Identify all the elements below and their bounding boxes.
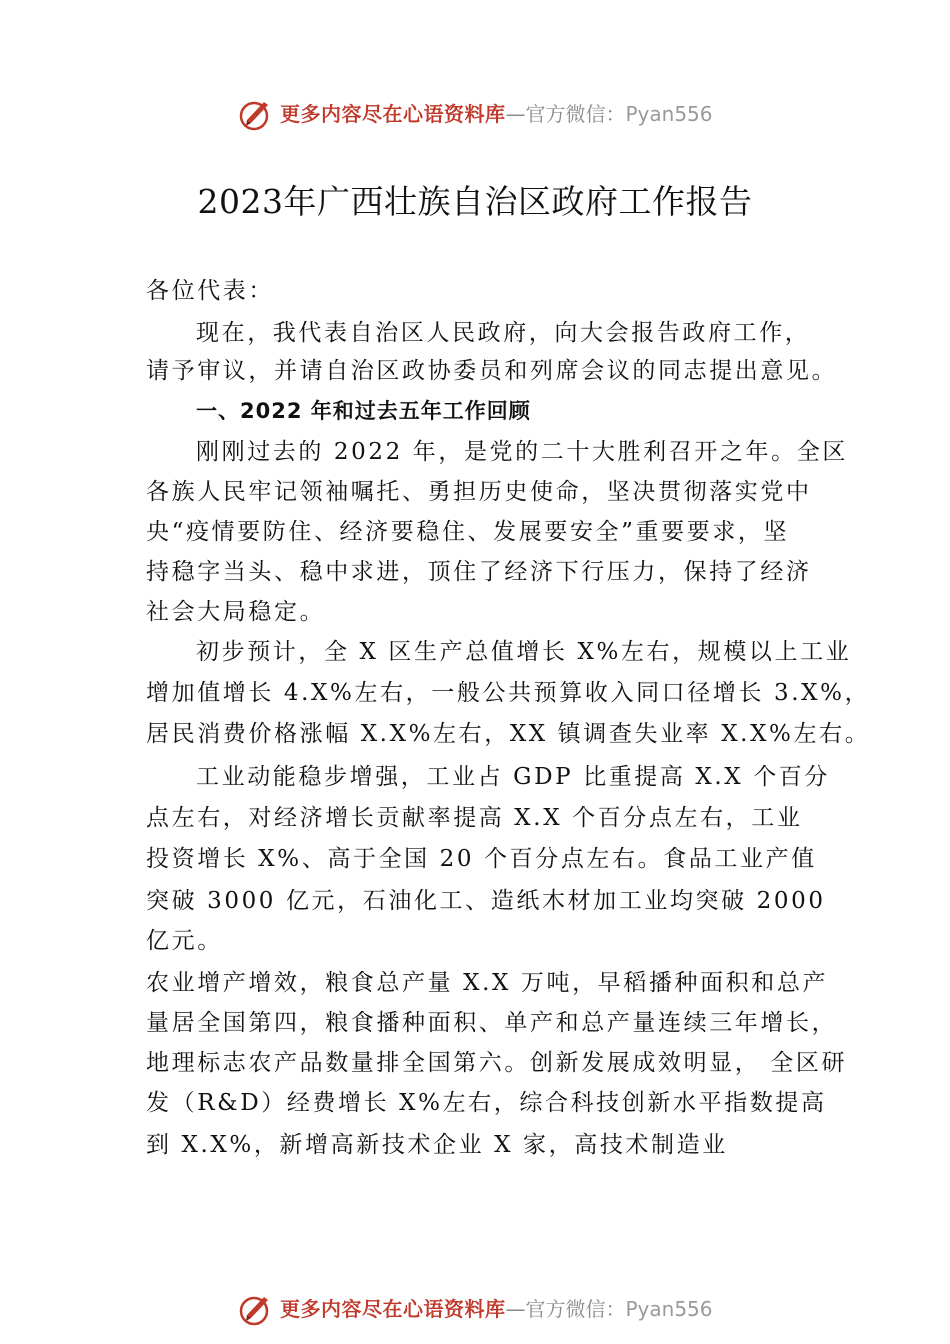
section-heading: 一、2022 年和过去五年工作回顾 — [196, 399, 531, 423]
body-line: 增加值增长 4.X%左右，一般公共预算收入同口径增长 3.X%， — [146, 680, 871, 706]
watermark-account: Pyan556 — [625, 102, 713, 126]
body-line: 社会大局稳定。 — [146, 599, 326, 625]
body-line: 发（R&D）经费增长 X%左右，综合科技创新水平指数提高 — [146, 1090, 827, 1116]
body-line: 突破 3000 亿元，石油化工、造纸木材加工业均突破 2000 — [146, 888, 826, 914]
watermark-brand: 更多内容尽在心语资料库 — [280, 102, 506, 126]
body-line: 请予审议，并请自治区政协委员和列席会议的同志提出意见。 — [146, 358, 838, 384]
body-line: 到 X.X%，新增高新技术企业 X 家，高技术制造业 — [146, 1132, 728, 1158]
body-line: 央“疫情要防住、经济要稳住、发展要安全”重要要求，坚 — [146, 519, 790, 545]
body-line: 投资增长 X%、高于全国 20 个百分点左右。食品工业产值 — [146, 846, 817, 872]
body-line: 居民消费价格涨幅 X.X%左右，XX 镇调查失业率 X.X%左右。 — [146, 721, 871, 747]
body-line: 工业动能稳步增强，工业占 GDP 比重提高 X.X 个百分 — [196, 764, 830, 790]
watermark-footer — [0, 1289, 950, 1329]
watermark-account: Pyan556 — [625, 1297, 713, 1321]
salutation: 各位代表： — [146, 278, 274, 304]
pen-logo-icon — [238, 1291, 274, 1327]
watermark-text — [280, 102, 713, 126]
body-line: 量居全国第四，粮食播种面积、单产和总产量连续三年增长， — [146, 1010, 838, 1036]
document-title: 2023年广西壮族自治区政府工作报告 — [197, 182, 753, 221]
pen-logo-icon — [238, 96, 274, 132]
body-line: 农业增产增效，粮食总产量 X.X 万吨，早稻播种面积和总产 — [146, 970, 829, 996]
watermark-text — [280, 1297, 713, 1321]
watermark-label: —官方微信： — [505, 1297, 626, 1321]
body-line: 现在，我代表自治区人民政府，向大会报告政府工作， — [196, 320, 811, 346]
body-line: 初步预计，全 X 区生产总值增长 X%左右，规模以上工业 — [196, 639, 852, 665]
body-line: 亿元。 — [146, 928, 223, 954]
body-line: 刚刚过去的 2022 年，是党的二十大胜利召开之年。全区 — [196, 439, 848, 465]
body-line: 持稳字当头、稳中求进，顶住了经济下行压力，保持了经济 — [146, 559, 812, 585]
body-line: 点左右，对经济增长贡献率提高 X.X 个百分点左右，工业 — [146, 805, 803, 831]
body-line: 各族人民牢记领袖嘱托、勇担历史使命，坚决贯彻落实党中 — [146, 479, 812, 505]
watermark-header — [0, 94, 950, 134]
watermark-brand: 更多内容尽在心语资料库 — [280, 1297, 506, 1321]
watermark-label: —官方微信： — [505, 102, 626, 126]
body-line: 地理标志农产品数量排全国第六。创新发展成效明显， 全区研 — [146, 1050, 848, 1076]
